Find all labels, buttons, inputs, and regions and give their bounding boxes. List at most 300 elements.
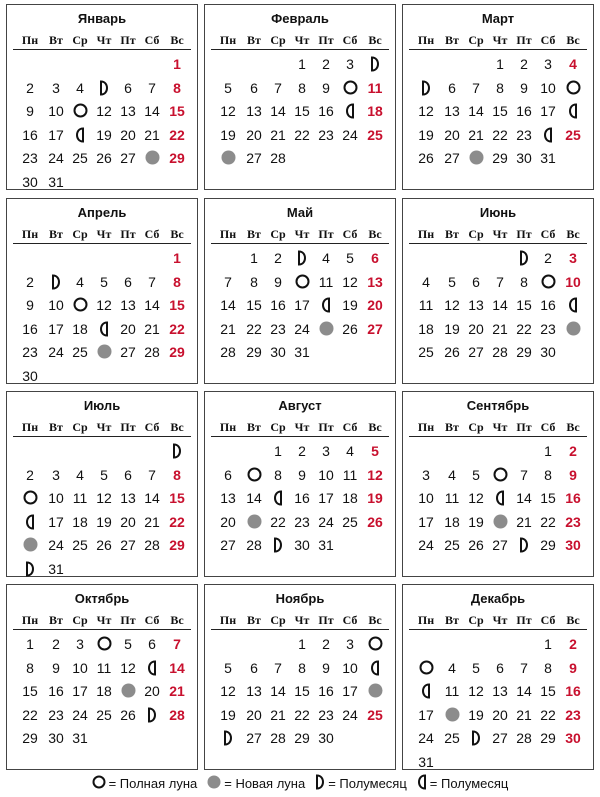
day-number: 29 <box>169 344 185 360</box>
day-number: 11 <box>367 79 383 96</box>
new-moon-icon <box>140 147 164 169</box>
day-number: 29 <box>516 344 532 360</box>
day-number: 13 <box>220 490 236 506</box>
day-number: 9 <box>52 659 60 676</box>
weekday-header: Вс <box>368 420 382 434</box>
weekday-header: Чт <box>294 420 310 434</box>
month-title: Ноябрь <box>275 591 325 606</box>
day-number: 24 <box>342 126 358 143</box>
day-number: 30 <box>294 537 310 553</box>
new-moon-icon <box>18 534 42 556</box>
month-box <box>204 4 396 190</box>
day-number: 13 <box>246 103 262 119</box>
day-number: 25 <box>444 730 460 746</box>
day-number: 27 <box>120 344 136 360</box>
header-divider <box>211 49 389 50</box>
day-number: 7 <box>148 79 156 96</box>
day-number: 4 <box>448 659 456 676</box>
day-number: 2 <box>544 250 552 266</box>
day-number: 9 <box>298 466 306 483</box>
weekday-header: Чт <box>492 420 508 434</box>
day-number: 29 <box>169 150 185 166</box>
new-moon-icon <box>464 147 488 169</box>
day-number: 1 <box>274 443 282 459</box>
day-number: 3 <box>346 56 354 72</box>
day-number: 4 <box>76 466 84 483</box>
day-number: 10 <box>418 490 434 506</box>
day-number: 7 <box>173 636 181 652</box>
new-moon-icon <box>207 775 224 792</box>
day-number: 28 <box>220 344 236 360</box>
day-number: 9 <box>520 79 528 96</box>
day-number: 24 <box>294 320 310 337</box>
header-divider <box>409 629 587 630</box>
day-number: 8 <box>544 659 552 676</box>
day-number: 1 <box>544 636 552 652</box>
day-number: 3 <box>569 250 577 266</box>
day-number: 16 <box>565 490 581 506</box>
day-number: 7 <box>274 79 282 96</box>
first-quarter-icon <box>363 53 387 75</box>
weekday-header: Чт <box>294 613 310 627</box>
day-number: 12 <box>342 273 358 290</box>
month-title: Апрель <box>77 205 127 220</box>
full-moon-icon <box>68 294 92 316</box>
day-number: 12 <box>468 490 484 506</box>
weekday-header: Чт <box>492 227 508 241</box>
day-number: 29 <box>294 730 310 746</box>
full-moon-icon <box>536 271 560 293</box>
weekday-header: Чт <box>294 227 310 241</box>
day-number: 15 <box>540 683 556 699</box>
last-quarter-icon <box>68 124 92 146</box>
day-number: 12 <box>220 103 236 119</box>
day-number: 25 <box>367 706 383 723</box>
day-number: 31 <box>540 150 556 166</box>
day-number: 14 <box>144 103 160 119</box>
day-number: 16 <box>270 297 286 313</box>
day-number: 28 <box>270 150 286 166</box>
day-number: 14 <box>169 659 185 676</box>
day-number: 20 <box>367 297 383 313</box>
last-quarter-icon <box>561 294 585 316</box>
day-number: 25 <box>72 344 88 360</box>
legend-label: = Полумесяц <box>328 775 407 791</box>
day-number: 20 <box>492 706 508 723</box>
day-number: 6 <box>496 659 504 676</box>
last-quarter-icon <box>417 774 430 793</box>
day-number: 4 <box>422 273 430 290</box>
weekday-header: Сб <box>342 613 358 627</box>
day-number: 6 <box>124 466 132 483</box>
day-number: 6 <box>224 466 232 483</box>
weekday-header: Сб <box>144 33 160 47</box>
weekday-header: Пт <box>516 227 532 241</box>
weekday-header: Пт <box>318 420 334 434</box>
month-box <box>6 198 198 384</box>
first-quarter-icon <box>315 774 328 793</box>
day-number: 14 <box>246 490 262 506</box>
day-number: 29 <box>246 344 262 360</box>
first-quarter-icon <box>464 727 488 749</box>
day-number: 4 <box>76 79 84 96</box>
day-number: 4 <box>448 466 456 483</box>
weekday-header: Ср <box>72 420 88 434</box>
day-number: 4 <box>346 443 354 459</box>
day-number: 18 <box>96 683 112 699</box>
weekday-header: Ср <box>468 227 484 241</box>
day-number: 20 <box>120 320 136 337</box>
day-number: 25 <box>72 150 88 166</box>
day-number: 30 <box>540 344 556 360</box>
day-number: 15 <box>22 683 38 699</box>
day-number: 14 <box>468 103 484 119</box>
weekday-header: Вс <box>566 420 580 434</box>
day-number: 10 <box>48 297 64 313</box>
day-number: 14 <box>220 297 236 313</box>
legend-label: = Полная луна <box>108 775 198 791</box>
day-number: 23 <box>318 706 334 723</box>
new-moon-icon <box>242 511 266 533</box>
weekday-header: Пн <box>219 420 237 434</box>
day-number: 1 <box>298 56 306 72</box>
day-number: 30 <box>22 173 38 190</box>
weekday-header: Чт <box>492 613 508 627</box>
day-number: 19 <box>444 320 460 337</box>
day-number: 15 <box>294 683 310 699</box>
month-box <box>402 198 594 384</box>
legend-item-full-moon <box>92 775 198 792</box>
day-number: 2 <box>26 466 34 483</box>
day-number: 28 <box>246 537 262 553</box>
day-number: 15 <box>294 103 310 119</box>
weekday-header: Вт <box>247 227 261 241</box>
weekday-header: Пт <box>318 613 334 627</box>
day-number: 17 <box>418 513 434 530</box>
day-number: 16 <box>22 126 38 143</box>
month-box <box>204 391 396 577</box>
day-number: 30 <box>565 730 581 746</box>
day-number: 18 <box>72 320 88 337</box>
day-number: 14 <box>516 490 532 506</box>
day-number: 11 <box>72 490 88 506</box>
day-number: 5 <box>346 250 354 266</box>
day-number: 9 <box>322 79 330 96</box>
day-number: 15 <box>516 297 532 313</box>
day-number: 13 <box>120 297 136 313</box>
day-number: 24 <box>318 513 334 530</box>
weekday-header: Пт <box>120 420 136 434</box>
full-moon-icon <box>18 487 42 509</box>
day-number: 11 <box>318 273 334 290</box>
day-number: 26 <box>418 150 434 166</box>
day-number: 13 <box>120 490 136 506</box>
new-moon-icon <box>92 341 116 363</box>
day-number: 10 <box>565 273 581 290</box>
weekday-header: Вт <box>49 227 63 241</box>
day-number: 1 <box>250 250 258 266</box>
header-divider <box>13 49 191 50</box>
day-number: 11 <box>444 490 460 506</box>
new-moon-icon <box>363 680 387 702</box>
day-number: 29 <box>492 150 508 166</box>
day-number: 29 <box>540 537 556 553</box>
day-number: 21 <box>516 513 532 530</box>
day-number: 25 <box>342 513 358 530</box>
day-number: 21 <box>144 320 160 337</box>
day-number: 8 <box>520 273 528 290</box>
day-number: 14 <box>492 297 508 313</box>
day-number: 13 <box>468 297 484 313</box>
day-number: 19 <box>418 126 434 143</box>
day-number: 27 <box>367 320 383 337</box>
day-number: 22 <box>294 706 310 723</box>
day-number: 17 <box>318 490 334 506</box>
full-moon-icon <box>92 775 109 792</box>
day-number: 23 <box>565 513 581 530</box>
day-number: 2 <box>520 56 528 72</box>
weekday-header: Сб <box>540 227 556 241</box>
day-number: 25 <box>367 126 383 143</box>
day-number: 10 <box>72 659 88 676</box>
day-number: 14 <box>270 103 286 119</box>
day-number: 15 <box>540 490 556 506</box>
day-number: 2 <box>26 273 34 290</box>
day-number: 5 <box>100 466 108 483</box>
day-number: 5 <box>124 636 132 652</box>
weekday-header: Чт <box>96 227 112 241</box>
day-number: 23 <box>22 150 38 166</box>
day-number: 15 <box>169 103 185 119</box>
day-number: 2 <box>298 443 306 459</box>
day-number: 9 <box>26 297 34 313</box>
day-number: 8 <box>544 466 552 483</box>
header-divider <box>211 629 389 630</box>
day-number: 15 <box>492 103 508 119</box>
day-number: 21 <box>144 126 160 143</box>
day-number: 30 <box>318 730 334 746</box>
weekday-header: Вс <box>368 613 382 627</box>
weekday-header: Вс <box>368 227 382 241</box>
day-number: 27 <box>120 150 136 166</box>
day-number: 26 <box>96 150 112 166</box>
day-number: 14 <box>270 683 286 699</box>
weekday-header: Пт <box>516 33 532 47</box>
weekday-header: Вс <box>170 420 184 434</box>
new-moon-icon <box>440 704 464 726</box>
day-number: 24 <box>342 706 358 723</box>
day-number: 7 <box>496 273 504 290</box>
weekday-header: Вс <box>170 227 184 241</box>
day-number: 18 <box>444 513 460 530</box>
month-title: Август <box>278 398 322 413</box>
weekday-header: Пн <box>219 227 237 241</box>
day-number: 29 <box>169 537 185 553</box>
day-number: 6 <box>148 636 156 652</box>
day-number: 16 <box>540 297 556 313</box>
day-number: 2 <box>26 79 34 96</box>
day-number: 12 <box>367 466 383 483</box>
day-number: 24 <box>48 150 64 166</box>
day-number: 21 <box>220 320 236 337</box>
weekday-header: Ср <box>270 420 286 434</box>
day-number: 17 <box>342 683 358 699</box>
day-number: 16 <box>48 683 64 699</box>
weekday-header: Вт <box>49 33 63 47</box>
day-number: 8 <box>173 466 181 483</box>
day-number: 23 <box>270 320 286 337</box>
header-divider <box>211 243 389 244</box>
last-quarter-icon <box>536 124 560 146</box>
day-number: 19 <box>96 126 112 143</box>
day-number: 20 <box>220 513 236 530</box>
weekday-header: Пн <box>219 613 237 627</box>
day-number: 31 <box>418 753 434 770</box>
weekday-header: Сб <box>342 227 358 241</box>
day-number: 8 <box>298 659 306 676</box>
day-number: 14 <box>516 683 532 699</box>
day-number: 11 <box>96 659 112 676</box>
new-moon-icon <box>314 318 338 340</box>
day-number: 7 <box>520 466 528 483</box>
day-number: 3 <box>322 443 330 459</box>
day-number: 10 <box>48 103 64 119</box>
weekday-header: Чт <box>96 420 112 434</box>
day-number: 9 <box>322 659 330 676</box>
weekday-header: Чт <box>96 33 112 47</box>
first-quarter-icon <box>165 440 189 462</box>
weekday-header: Ср <box>72 33 88 47</box>
day-number: 22 <box>246 320 262 337</box>
month-box <box>204 584 396 770</box>
weekday-header: Сб <box>144 613 160 627</box>
day-number: 26 <box>342 320 358 337</box>
day-number: 19 <box>468 706 484 723</box>
weekday-header: Ср <box>468 33 484 47</box>
day-number: 30 <box>22 367 38 384</box>
weekday-header: Пн <box>417 420 435 434</box>
day-number: 20 <box>444 126 460 143</box>
day-number: 28 <box>144 344 160 360</box>
weekday-header: Вт <box>445 227 459 241</box>
day-number: 19 <box>220 706 236 723</box>
weekday-header: Вс <box>368 33 382 47</box>
weekday-header: Ср <box>468 613 484 627</box>
day-number: 13 <box>444 103 460 119</box>
weekday-header: Пт <box>318 227 334 241</box>
day-number: 21 <box>270 126 286 143</box>
day-number: 1 <box>298 636 306 652</box>
weekday-header: Ср <box>72 613 88 627</box>
day-number: 20 <box>246 126 262 143</box>
weekday-header: Чт <box>96 613 112 627</box>
weekday-header: Вт <box>445 613 459 627</box>
day-number: 13 <box>120 103 136 119</box>
day-number: 3 <box>422 466 430 483</box>
month-box <box>402 584 594 770</box>
day-number: 27 <box>246 150 262 166</box>
day-number: 15 <box>169 297 185 313</box>
day-number: 30 <box>565 537 581 553</box>
day-number: 29 <box>540 730 556 746</box>
day-number: 22 <box>294 126 310 143</box>
weekday-header: Вт <box>445 33 459 47</box>
day-number: 12 <box>444 297 460 313</box>
day-number: 9 <box>569 659 577 676</box>
header-divider <box>211 436 389 437</box>
day-number: 27 <box>246 730 262 746</box>
header-divider <box>409 243 587 244</box>
day-number: 21 <box>492 320 508 337</box>
moon-phase-legend <box>0 772 600 794</box>
day-number: 17 <box>48 126 64 143</box>
day-number: 8 <box>496 79 504 96</box>
first-quarter-icon <box>512 534 536 556</box>
day-number: 15 <box>246 297 262 313</box>
day-number: 16 <box>516 103 532 119</box>
weekday-header: Ср <box>270 33 286 47</box>
weekday-header: Ср <box>468 420 484 434</box>
day-number: 16 <box>565 683 581 699</box>
day-number: 12 <box>96 103 112 119</box>
weekday-header: Пт <box>120 33 136 47</box>
day-number: 28 <box>169 706 185 723</box>
day-number: 6 <box>124 79 132 96</box>
day-number: 26 <box>96 537 112 553</box>
day-number: 8 <box>274 466 282 483</box>
day-number: 11 <box>342 466 358 483</box>
day-number: 12 <box>120 659 136 676</box>
legend-label: = Новая луна <box>224 775 306 791</box>
day-number: 20 <box>468 320 484 337</box>
day-number: 19 <box>367 490 383 506</box>
header-divider <box>13 243 191 244</box>
day-number: 12 <box>96 297 112 313</box>
day-number: 10 <box>318 466 334 483</box>
first-quarter-icon <box>92 77 116 99</box>
weekday-header: Вс <box>170 613 184 627</box>
day-number: 6 <box>371 250 379 266</box>
day-number: 16 <box>22 320 38 337</box>
day-number: 25 <box>444 537 460 553</box>
day-number: 24 <box>418 730 434 746</box>
weekday-header: Сб <box>342 420 358 434</box>
header-divider <box>13 629 191 630</box>
day-number: 2 <box>322 636 330 652</box>
day-number: 3 <box>52 79 60 96</box>
first-quarter-icon <box>44 271 68 293</box>
day-number: 17 <box>418 706 434 723</box>
month-title: Февраль <box>271 11 329 26</box>
day-number: 14 <box>144 297 160 313</box>
first-quarter-icon <box>18 558 42 580</box>
weekday-header: Пн <box>417 33 435 47</box>
day-number: 6 <box>124 273 132 290</box>
day-number: 12 <box>220 683 236 699</box>
day-number: 20 <box>246 706 262 723</box>
weekday-header: Сб <box>144 420 160 434</box>
day-number: 23 <box>48 706 64 723</box>
day-number: 22 <box>492 126 508 143</box>
day-number: 28 <box>144 537 160 553</box>
day-number: 10 <box>48 490 64 506</box>
day-number: 22 <box>169 513 185 530</box>
day-number: 23 <box>22 344 38 360</box>
day-number: 26 <box>120 706 136 723</box>
day-number: 13 <box>246 683 262 699</box>
day-number: 26 <box>444 344 460 360</box>
day-number: 13 <box>367 273 383 290</box>
